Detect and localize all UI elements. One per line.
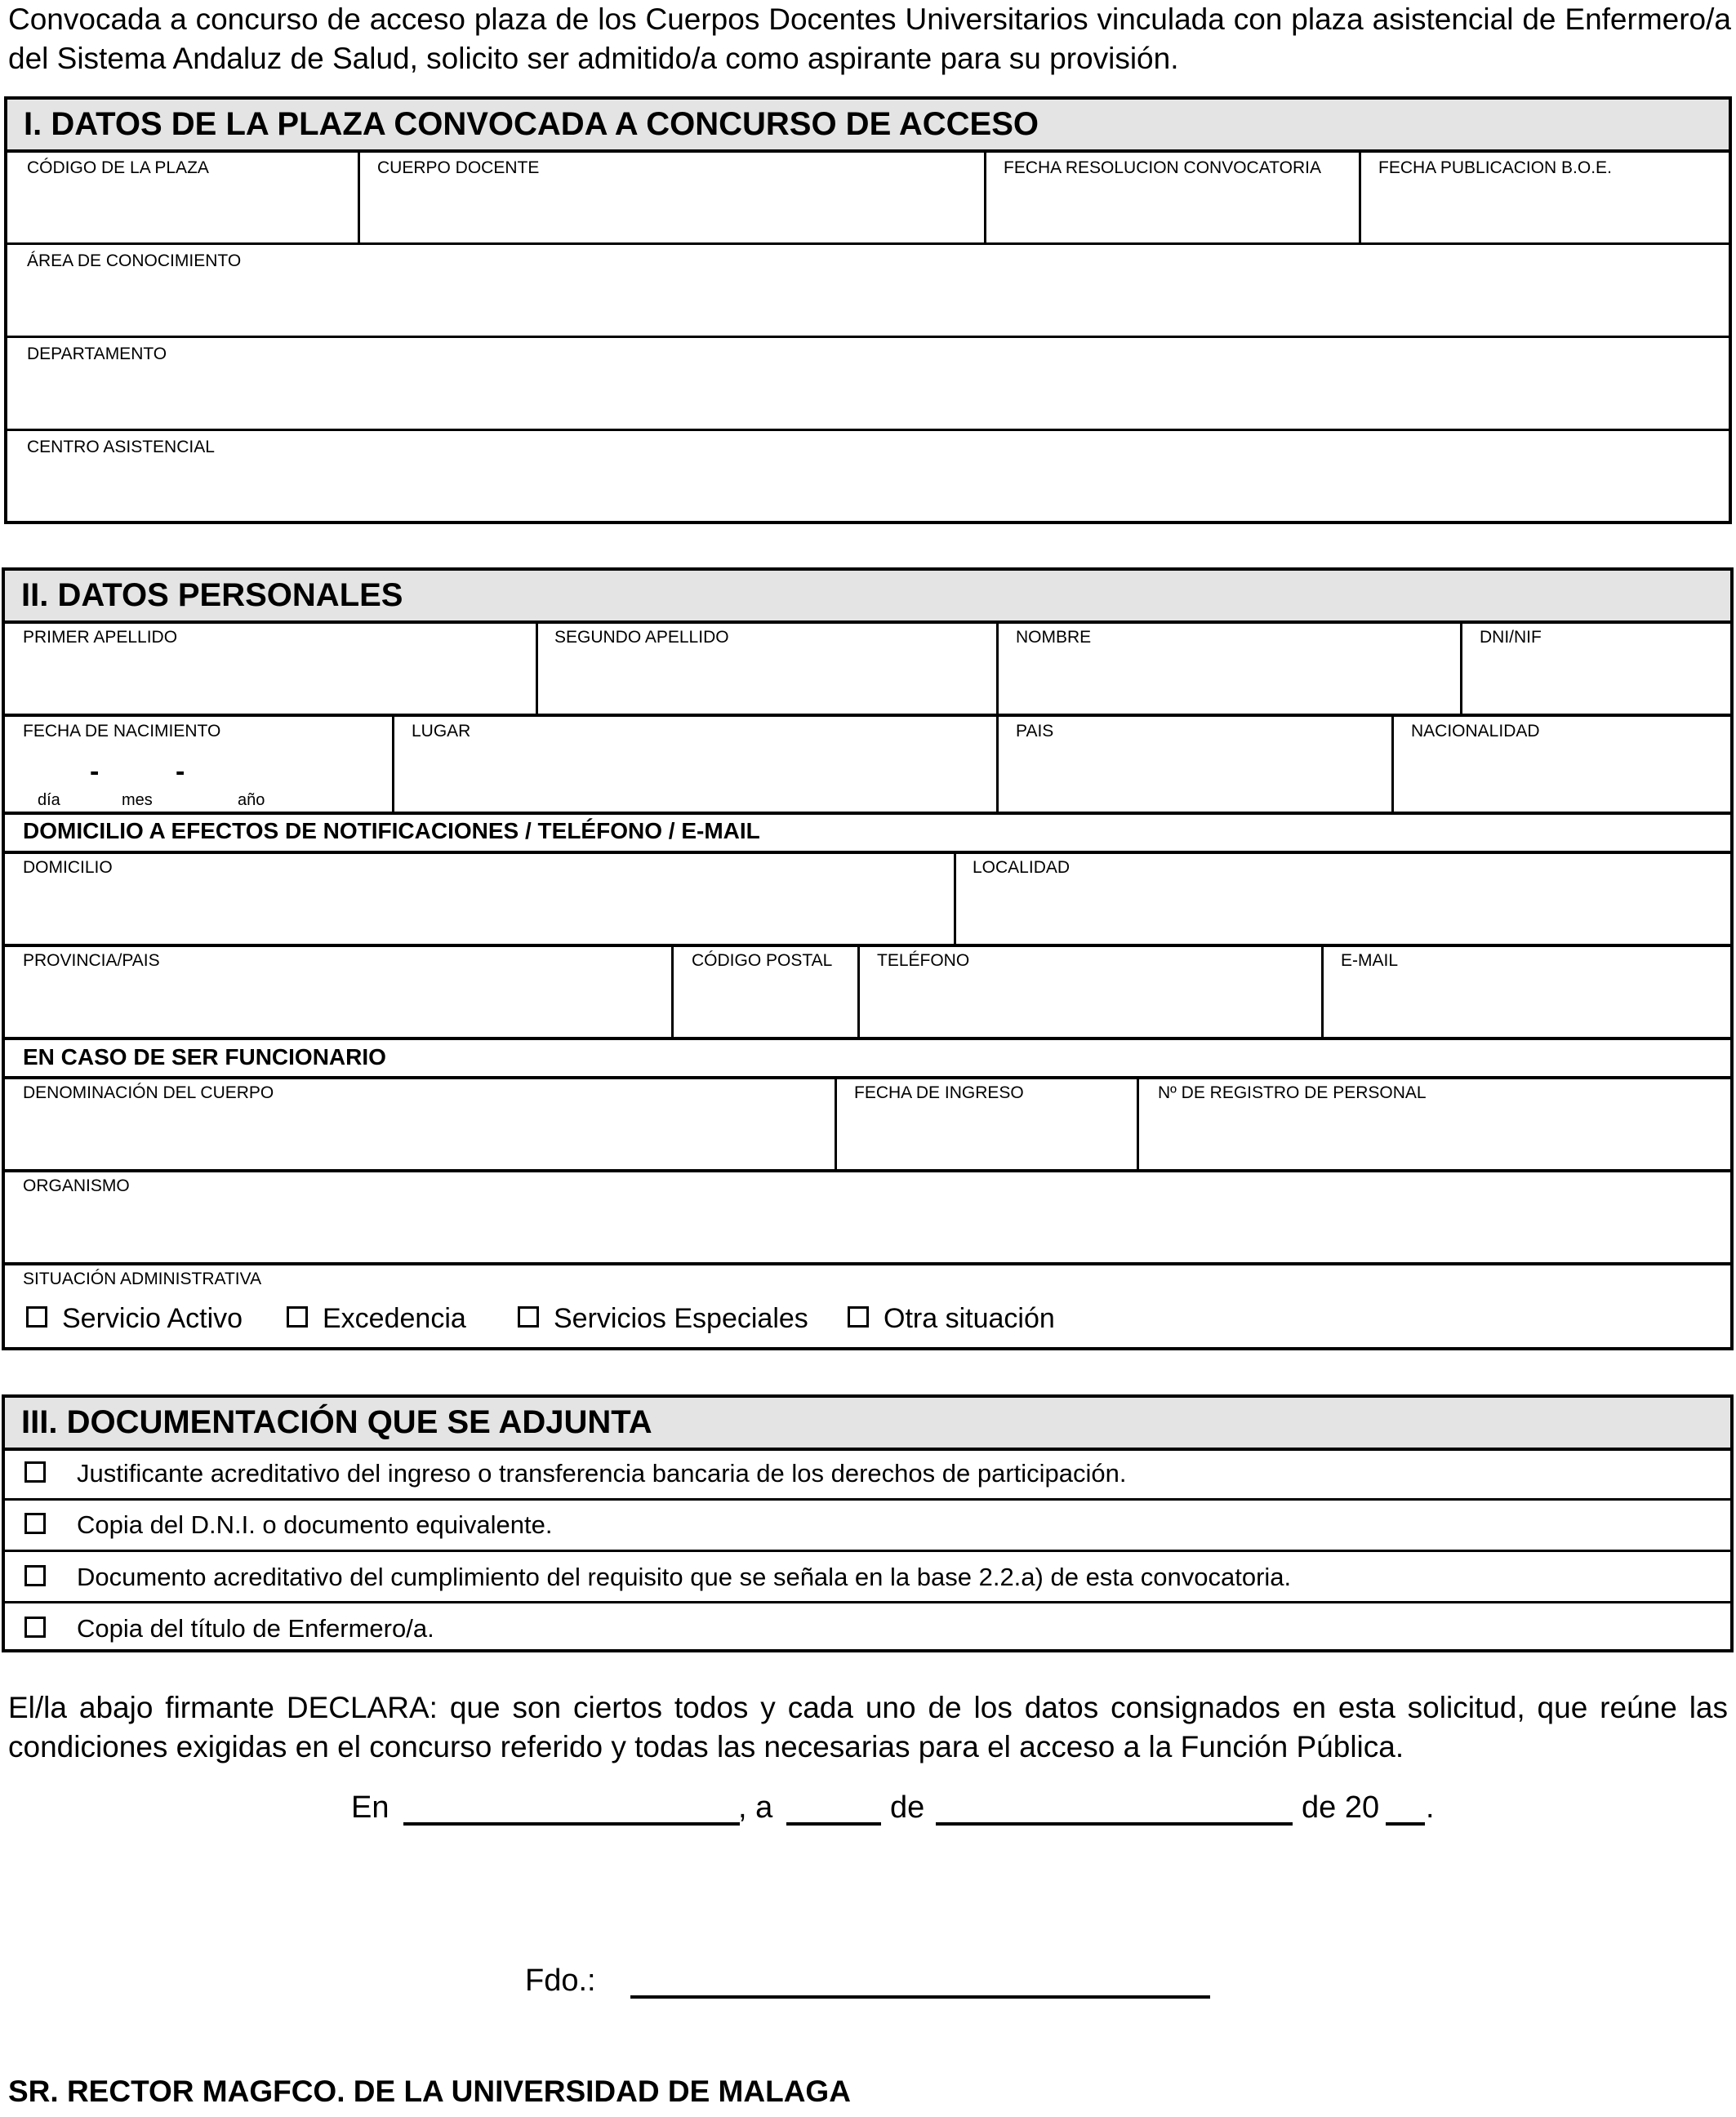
- section-documentacion: [2, 1394, 1734, 1652]
- dia-firma-line: [786, 1822, 881, 1826]
- nombre-input[interactable]: [1016, 659, 1449, 705]
- cuerpo-docente-label: CUERPO DOCENTE: [377, 158, 540, 177]
- section-plaza: [4, 96, 1732, 524]
- fecha-resolucion-input[interactable]: [1004, 189, 1351, 235]
- doc-justificante-label: Justificante acreditativo del ingreso o transferencia bancaria de los derechos de participación.: [77, 1459, 1127, 1488]
- divider: [5, 1498, 1730, 1501]
- localidad-input[interactable]: [973, 889, 1720, 935]
- divider: [5, 1601, 1730, 1603]
- fecha-nacimiento-label: FECHA DE NACIMIENTO: [23, 722, 221, 741]
- area-conocimiento-label: ÁREA DE CONOCIMIENTO: [27, 251, 242, 270]
- email-label: E-MAIL: [1341, 951, 1399, 970]
- mes-firma-input[interactable]: [936, 1790, 1291, 1822]
- divider: [1137, 1078, 1139, 1171]
- fecha-nacimiento-mes-input[interactable]: [107, 755, 172, 785]
- fecha-resolucion-label: FECHA RESOLUCION CONVOCATORIA: [1004, 158, 1321, 177]
- intro-paragraph: Convocada a concurso de acceso plaza de los Cuerpos Docentes Universitarios vinculada con plaza asistencial de Enfermero/a del Sistema Andaluz de Salud, solicito ser admitido/a como aspirante para su provisión.: [8, 2, 1731, 75]
- divider: [7, 336, 1729, 338]
- lugar-firma-input[interactable]: [403, 1790, 738, 1822]
- lugar-label: LUGAR: [412, 722, 471, 741]
- date-end-period: .: [1426, 1790, 1435, 1825]
- divider: [7, 242, 1729, 245]
- telefono-label: TELÉFONO: [877, 951, 970, 970]
- provincia-label: PROVINCIA/PAIS: [23, 951, 160, 970]
- organismo-label: ORGANISMO: [23, 1176, 130, 1195]
- nombre-label: NOMBRE: [1016, 628, 1092, 647]
- dia-caption: día: [38, 791, 60, 809]
- area-conocimiento-input[interactable]: [27, 282, 1717, 328]
- divider: [5, 1169, 1730, 1172]
- doc-justificante-checkbox[interactable]: [24, 1461, 46, 1483]
- servicio-activo-label: Servicio Activo: [62, 1303, 243, 1334]
- divider: [5, 1037, 1730, 1040]
- centro-asistencial-label: CENTRO ASISTENCIAL: [27, 438, 215, 456]
- divider: [7, 429, 1729, 431]
- otra-situacion-label: Otra situación: [884, 1303, 1055, 1334]
- fecha-ingreso-input[interactable]: [854, 1114, 1124, 1160]
- mes-firma-line: [936, 1822, 1293, 1826]
- doc-dni-checkbox[interactable]: [24, 1513, 46, 1534]
- fecha-nacimiento-dia-input[interactable]: [23, 755, 88, 785]
- domicilio-heading: DOMICILIO A EFECTOS DE NOTIFICACIONES / TELÉFONO / E-MAIL: [23, 818, 760, 843]
- domicilio-input[interactable]: [23, 889, 941, 935]
- doc-titulo-checkbox[interactable]: [24, 1617, 46, 1638]
- fecha-boe-label: FECHA PUBLICACION B.O.E.: [1378, 158, 1612, 177]
- email-input[interactable]: [1341, 982, 1720, 1028]
- registro-personal-label: Nº DE REGISTRO DE PERSONAL: [1158, 1083, 1427, 1102]
- anio-firma-line: [1386, 1822, 1425, 1826]
- section-documentacion-title: III. DOCUMENTACIÓN QUE SE ADJUNTA: [5, 1398, 1730, 1451]
- divider: [857, 945, 860, 1038]
- lugar-firma-line: [403, 1822, 740, 1826]
- anio-firma-input[interactable]: [1386, 1790, 1423, 1822]
- situacion-label: SITUACIÓN ADMINISTRATIVA: [23, 1270, 262, 1288]
- localidad-label: LOCALIDAD: [973, 858, 1071, 877]
- excedencia-label: Excedencia: [323, 1303, 466, 1334]
- centro-asistencial-input[interactable]: [27, 469, 1717, 514]
- de20-label: de 20: [1302, 1790, 1380, 1825]
- registro-personal-input[interactable]: [1158, 1114, 1721, 1160]
- divider: [954, 852, 956, 945]
- servicio-activo-checkbox[interactable]: [26, 1306, 47, 1328]
- divider: [5, 714, 1730, 717]
- section-datos-personales: [2, 567, 1734, 1350]
- signature-input[interactable]: [630, 1963, 1209, 1995]
- a-label: , a: [738, 1790, 773, 1825]
- segundo-apellido-label: SEGUNDO APELLIDO: [554, 628, 729, 647]
- pais-label: PAIS: [1016, 722, 1054, 741]
- date-separator: -: [90, 756, 100, 787]
- primer-apellido-label: PRIMER APELLIDO: [23, 628, 178, 647]
- de-label: de: [890, 1790, 925, 1825]
- nacionalidad-input[interactable]: [1411, 753, 1721, 802]
- codigo-postal-label: CÓDIGO POSTAL: [692, 951, 833, 970]
- departamento-label: DEPARTAMENTO: [27, 345, 167, 363]
- addressee: SR. RECTOR MAGFCO. DE LA UNIVERSIDAD DE MALAGA: [8, 2075, 851, 2108]
- domicilio-label: DOMICILIO: [23, 858, 113, 877]
- primer-apellido-input[interactable]: [23, 659, 525, 705]
- divider: [1391, 715, 1394, 813]
- declaration-paragraph: El/la abajo firmante DECLARA: que son ciertos todos y cada uno de los datos consignados en esta solicitud, que reúne las condiciones exigidas en el concurso referido y todas las necesarias para el acceso a la Función Pública.: [8, 1691, 1728, 1763]
- pais-input[interactable]: [1016, 753, 1379, 802]
- divider: [996, 620, 999, 714]
- divider: [1359, 149, 1361, 243]
- funcionario-heading: EN CASO DE SER FUNCIONARIO: [23, 1044, 386, 1070]
- divider: [671, 945, 674, 1038]
- codigo-plaza-input[interactable]: [27, 189, 349, 235]
- servicios-especiales-checkbox[interactable]: [518, 1306, 539, 1328]
- section-plaza-title: I. DATOS DE LA PLAZA CONVOCADA A CONCURSO DE ACCESO: [7, 100, 1729, 153]
- divider: [358, 149, 360, 243]
- divider: [984, 149, 986, 243]
- fecha-ingreso-label: FECHA DE INGRESO: [854, 1083, 1024, 1102]
- denominacion-label: DENOMINACIÓN DEL CUERPO: [23, 1083, 274, 1102]
- doc-requisito-label: Documento acreditativo del cumplimiento del requisito que se señala en la base 2.2.a) de esta convocatoria.: [77, 1563, 1292, 1591]
- divider: [536, 620, 538, 714]
- mes-caption: mes: [122, 791, 153, 809]
- doc-dni-label: Copia del D.N.I. o documento equivalente.: [77, 1510, 553, 1539]
- organismo-input[interactable]: [23, 1207, 1717, 1253]
- nacionalidad-label: NACIONALIDAD: [1411, 722, 1540, 741]
- doc-requisito-checkbox[interactable]: [24, 1565, 46, 1586]
- dni-input[interactable]: [1480, 659, 1720, 705]
- divider: [5, 1262, 1730, 1265]
- doc-titulo-label: Copia del título de Enfermero/a.: [77, 1614, 434, 1643]
- section-datos-personales-title: II. DATOS PERSONALES: [5, 571, 1730, 624]
- divider: [5, 1550, 1730, 1552]
- divider: [996, 715, 999, 813]
- anio-caption: año: [238, 791, 265, 809]
- provincia-input[interactable]: [23, 982, 660, 1028]
- fecha-boe-input[interactable]: [1378, 189, 1721, 235]
- cuerpo-docente-input[interactable]: [377, 189, 973, 235]
- telefono-input[interactable]: [877, 982, 1310, 1028]
- servicios-especiales-label: Servicios Especiales: [554, 1303, 808, 1334]
- signature-label: Fdo.:: [525, 1964, 596, 1998]
- codigo-plaza-label: CÓDIGO DE LA PLAZA: [27, 158, 209, 177]
- divider: [5, 944, 1730, 947]
- divider: [5, 812, 1730, 815]
- divider: [835, 1078, 837, 1171]
- dni-label: DNI/NIF: [1480, 628, 1542, 647]
- divider: [1460, 620, 1462, 714]
- segundo-apellido-input[interactable]: [554, 659, 983, 705]
- fecha-nacimiento-anio-input[interactable]: [194, 755, 325, 785]
- dia-firma-input[interactable]: [786, 1790, 879, 1822]
- divider: [1321, 945, 1324, 1038]
- en-label: En: [351, 1790, 389, 1825]
- lugar-input[interactable]: [412, 753, 983, 802]
- divider: [392, 715, 394, 813]
- signature-line: [630, 1995, 1210, 1999]
- otra-situacion-checkbox[interactable]: [848, 1306, 869, 1328]
- codigo-postal-input[interactable]: [692, 982, 847, 1028]
- divider: [5, 1076, 1730, 1079]
- excedencia-checkbox[interactable]: [287, 1306, 308, 1328]
- divider: [5, 851, 1730, 854]
- date-separator: -: [176, 756, 185, 787]
- departamento-input[interactable]: [27, 376, 1717, 421]
- denominacion-input[interactable]: [23, 1114, 823, 1160]
